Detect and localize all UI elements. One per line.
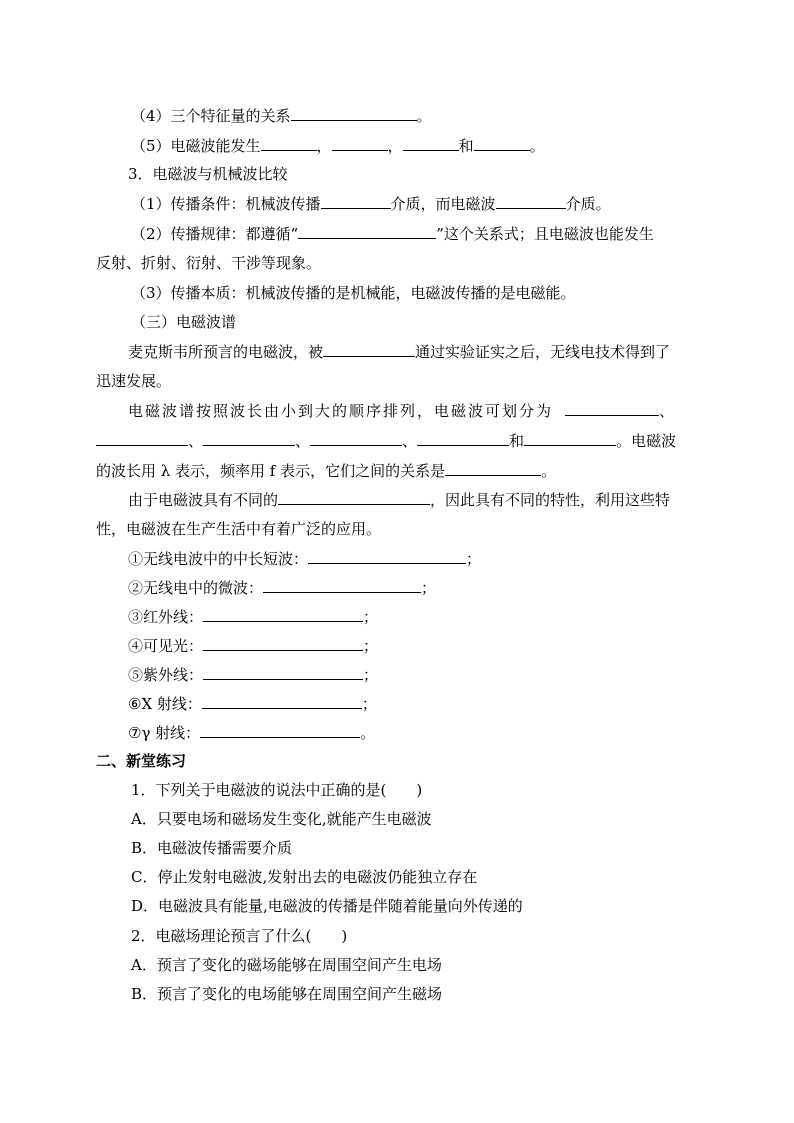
punctuation: ， (316, 137, 332, 155)
diff-text: 由于电磁波具有不同的 (128, 491, 279, 509)
answer-blank[interactable] (308, 548, 466, 564)
answer-blank[interactable] (445, 460, 541, 476)
use-label: ⑤紫外线： (128, 666, 204, 684)
q1-option-c[interactable]: C．停止发射电磁波,发射出去的电磁波仍能独立存在 (131, 868, 478, 886)
order-text: 。电磁波 (616, 432, 677, 450)
punctuation: 、 (402, 432, 418, 450)
conjunction: 和 (458, 137, 474, 155)
answer-blank[interactable] (202, 693, 362, 709)
diff-line (128, 489, 670, 510)
maxwell-text: 通过实验证实之后，无线电技术得到了 (415, 343, 671, 361)
answer-blank[interactable] (298, 223, 436, 239)
use-label: ⑦γ 射线： (128, 724, 201, 742)
answer-blank[interactable] (417, 430, 509, 446)
law-line (131, 223, 654, 244)
q1-option-d[interactable]: D．电磁波具有能量,电磁波的传播是伴随着能量向外传递的 (131, 897, 523, 915)
use-label: ②无线电中的微波： (128, 579, 264, 597)
order-line-2 (96, 430, 676, 451)
punctuation: ； (363, 637, 379, 655)
question-1: 1．下列关于电磁波的说法中正确的是( ) (131, 781, 423, 799)
answer-blank[interactable] (291, 105, 417, 121)
condition-text: 介质，而电磁波 (390, 195, 496, 213)
use-label: ④可见光： (128, 637, 204, 655)
subheading-3: 3．电磁波与机械波比较 (128, 165, 288, 183)
diff-line-2: 性，电磁波在生产生活中有着广泛的应用。 (96, 520, 382, 538)
q2-option-b[interactable]: B．预言了变化的电场能够在周围空间产生磁场 (131, 985, 443, 1003)
punctuation: 、 (188, 432, 204, 450)
lambda-line (96, 460, 556, 481)
conjunction: 和 (509, 432, 525, 450)
answer-blank[interactable] (524, 430, 616, 446)
answer-blank[interactable] (474, 135, 530, 151)
answer-blank[interactable] (203, 430, 295, 446)
section-2-heading: 二、新堂练习 (96, 752, 187, 770)
punctuation: ； (363, 666, 379, 684)
item-4-line (131, 105, 432, 126)
use-label: ⑥X 射线： (128, 695, 202, 713)
maxwell-text: 麦克斯韦所预言的电磁波，被 (128, 343, 324, 361)
use-item (128, 548, 481, 569)
punctuation: 。 (360, 724, 376, 742)
condition-text: 介质。 (565, 195, 611, 213)
law-text: （2）传播规律：都遵循“ (131, 225, 299, 243)
item-5-line (131, 135, 545, 156)
answer-blank[interactable] (96, 430, 188, 446)
answer-blank[interactable] (261, 135, 317, 151)
answer-blank[interactable] (203, 606, 363, 622)
answer-blank[interactable] (496, 193, 566, 209)
order-text: 电磁波谱按照波长由小到大的顺序排列，电磁波可划分为 (128, 402, 554, 420)
lambda-text: 的波长用 λ 表示，频率用 f 表示，它们之间的关系是 (96, 462, 446, 480)
q1-option-b[interactable]: B．电磁波传播需要介质 (131, 839, 293, 857)
punctuation: ； (421, 579, 437, 597)
answer-blank[interactable] (310, 430, 402, 446)
punctuation: ； (363, 608, 379, 626)
answer-blank[interactable] (321, 193, 391, 209)
answer-blank[interactable] (278, 489, 430, 505)
punctuation: 。 (541, 462, 557, 480)
punctuation: 、 (295, 432, 311, 450)
use-label: ③红外线： (128, 608, 204, 626)
answer-blank[interactable] (332, 135, 388, 151)
answer-blank[interactable] (565, 400, 659, 416)
punctuation: 、 (659, 402, 675, 420)
maxwell-line-2: 迅速发展。 (96, 372, 172, 390)
use-item (128, 664, 378, 685)
order-line-1 (128, 400, 674, 421)
use-item (128, 722, 375, 743)
law-text: ”这个关系式；且电磁波也能发生 (436, 225, 654, 243)
question-2: 2．电磁场理论预言了什么( ) (131, 927, 348, 945)
use-item (128, 693, 377, 714)
use-label: ①无线电波中的中长短波： (128, 550, 309, 568)
q1-option-a[interactable]: A．只要电场和磁场发生变化,就能产生电磁波 (131, 810, 432, 828)
answer-blank[interactable] (203, 635, 363, 651)
answer-blank[interactable] (403, 135, 459, 151)
answer-blank[interactable] (200, 722, 360, 738)
punctuation: ； (466, 550, 482, 568)
essence-line: （3）传播本质：机械波传播的是机械能，电磁波传播的是电磁能。 (131, 284, 576, 302)
punctuation: 。 (416, 107, 432, 125)
law-line-2: 反射、折射、衍射、干涉等现象。 (96, 254, 322, 272)
answer-blank[interactable] (323, 341, 415, 357)
punctuation: ； (361, 695, 377, 713)
condition-text: （1）传播条件：机械波传播 (131, 195, 321, 213)
use-item (128, 577, 436, 598)
diff-text: ，因此具有不同的特性，利用这些特 (430, 491, 671, 509)
punctuation: 。 (529, 137, 545, 155)
use-item (128, 635, 378, 656)
condition-line (131, 193, 611, 214)
maxwell-line (128, 341, 670, 362)
item-5-text: （5）电磁波能发生 (131, 137, 261, 155)
answer-blank[interactable] (263, 577, 421, 593)
item-4-text: （4）三个特征量的关系 (131, 107, 291, 125)
spectrum-heading: （三）电磁波谱 (131, 313, 237, 331)
answer-blank[interactable] (203, 664, 363, 680)
punctuation: ， (387, 137, 403, 155)
q2-option-a[interactable]: A．预言了变化的磁场能够在周围空间产生电场 (131, 956, 442, 974)
use-item (128, 606, 378, 627)
